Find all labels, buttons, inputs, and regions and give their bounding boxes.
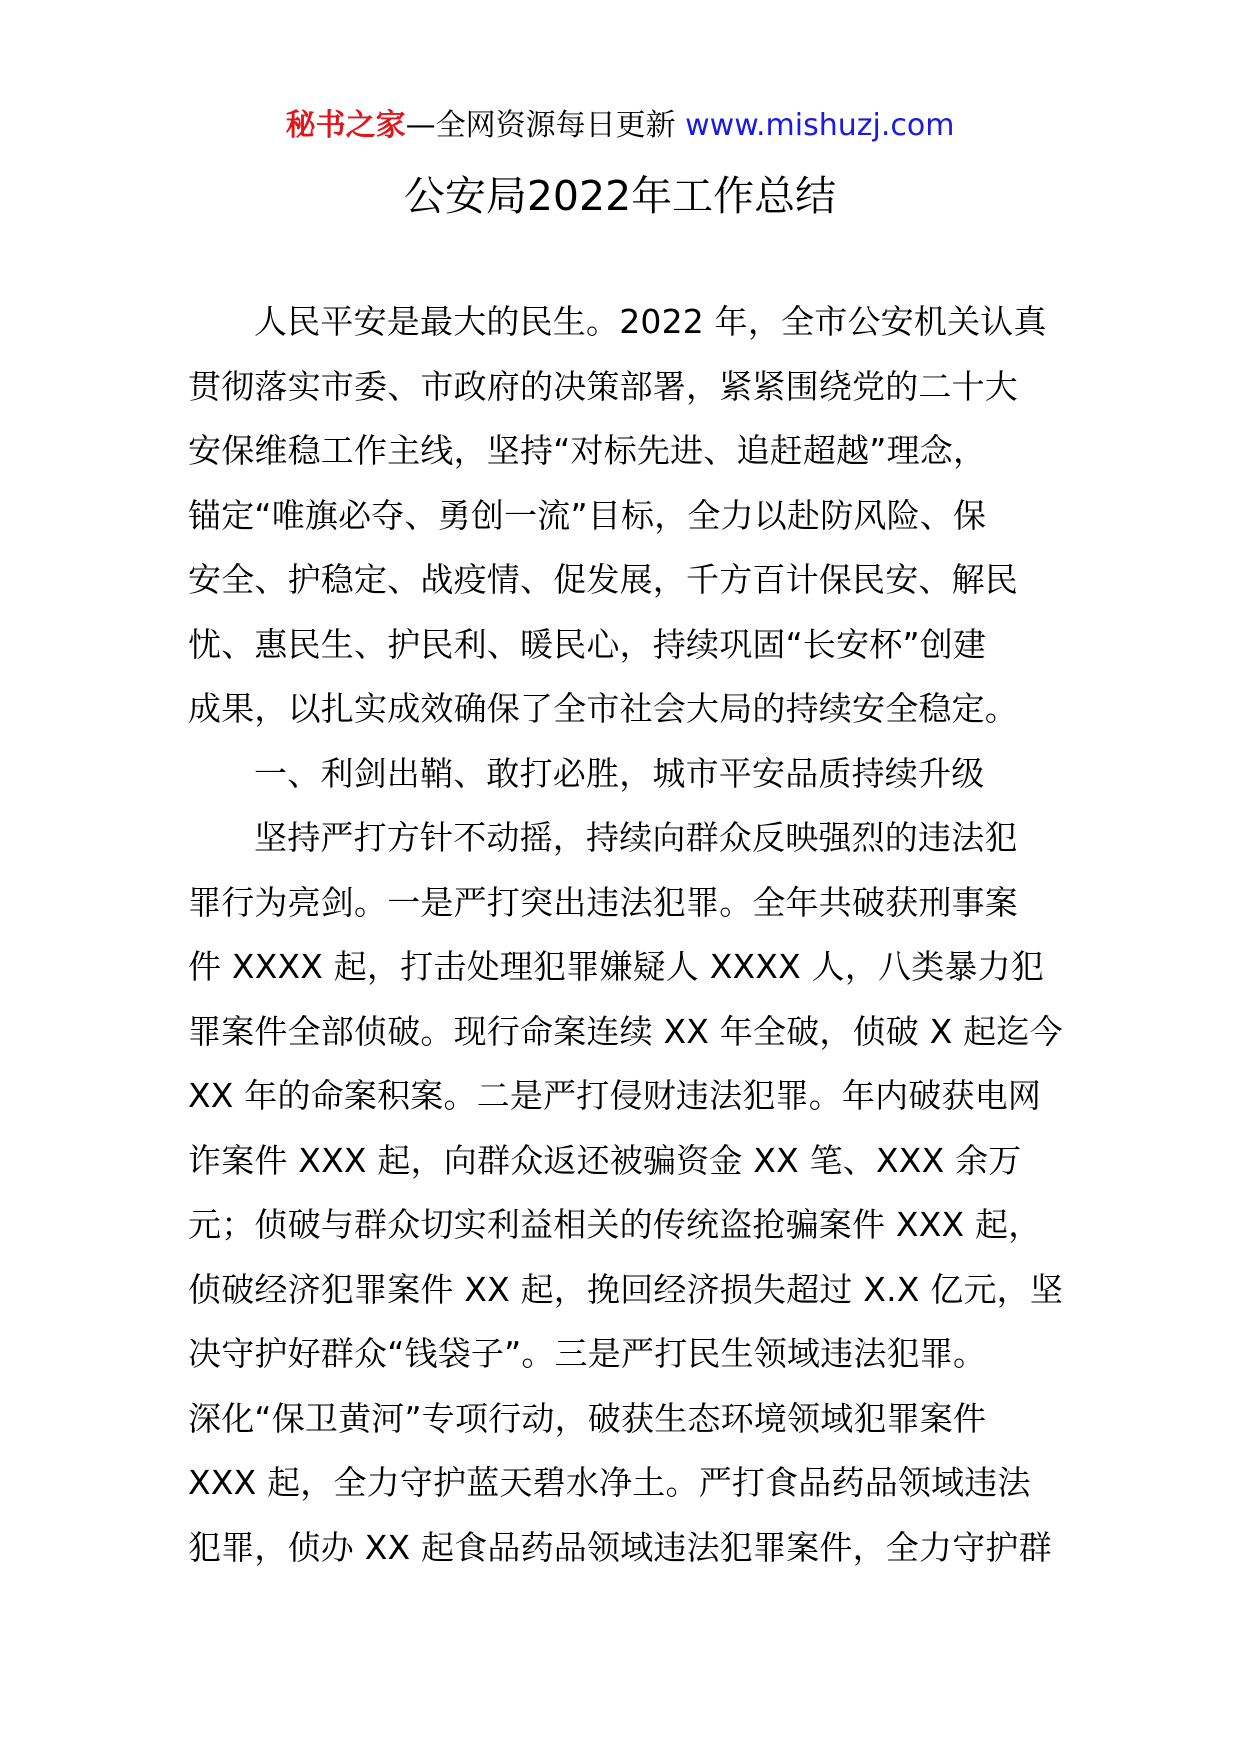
paragraph-line: 安保维稳工作主线，坚持“对标先进、追赶超越”理念， <box>188 431 987 470</box>
site-tagline: —全网资源每日更新 <box>405 108 676 143</box>
paragraph-line: 决守护好群众“钱袋子”。三是严打民生领域违法犯罪。 <box>188 1334 987 1373</box>
paragraph-line: 元；侦破与群众切实利益相关的传统盗抢骗案件 XXX 起， <box>188 1205 1042 1244</box>
paragraph-line: 坚持严打方针不动摇，持续向群众反映强烈的违法犯 <box>254 818 1018 857</box>
paragraph-line: 罪案件全部侦破。现行命案连续 XX 年全破，侦破 X 起迄今 <box>188 1011 1063 1051</box>
paragraph-line: 诈案件 XXX 起，向群众返还被骗资金 XX 笔、XXX 余万 <box>188 1140 1022 1180</box>
paragraph-line: 贯彻落实市委、市政府的决策部署，紧紧围绕党的二十大 <box>188 366 1018 406</box>
site-brand: 秘书之家 <box>285 108 406 143</box>
paragraph-line: 件 XXXX 起，打击处理犯罪嫌疑人 XXXX 人，八类暴力犯 <box>188 947 1045 986</box>
paragraph-line: XXX 起，全力守护蓝天碧水净土。严打食品药品领域违法 <box>188 1463 1031 1502</box>
document-title: 公安局2022年工作总结 <box>403 172 837 220</box>
paragraph-line: 犯罪，侦办 XX 起食品药品领域违法犯罪案件，全力守护群 <box>188 1527 1052 1567</box>
section-heading: 一、利剑出鞘、敢打必胜，城市平安品质持续升级 <box>254 753 985 793</box>
paragraph-line: 成果，以扎实成效确保了全市社会大局的持续安全稳定。 <box>188 689 1018 728</box>
paragraph-line: 深化“保卫黄河”专项行动，破获生态环境领域犯罪案件 <box>188 1398 987 1438</box>
paragraph-line: 忧、惠民生、护民利、暖民心，持续巩固“长安杯”创建 <box>188 624 987 664</box>
site-url-link[interactable]: www.mishuzj.com <box>685 108 955 143</box>
paragraph-line: 锚定“唯旗必夺、勇创一流”目标，全力以赴防风险、保 <box>188 495 987 535</box>
paragraph-line: 侦破经济犯罪案件 XX 起，挽回经济损失超过 X.X 亿元，坚 <box>188 1269 1064 1309</box>
paragraph-line: XX 年的命案积案。二是严打侵财违法犯罪。年内破获电网 <box>188 1076 1042 1115</box>
paragraph-line: 人民平安是最大的民生。2022 年，全市公安机关认真 <box>254 302 1047 341</box>
site-header <box>0 104 1240 148</box>
paragraph-line: 罪行为亮剑。一是严打突出违法犯罪。全年共破获刑事案 <box>188 882 1018 922</box>
document-body <box>188 290 1064 1580</box>
paragraph-line: 安全、护稳定、战疫情、促发展，千方百计保民安、解民 <box>188 560 1018 599</box>
